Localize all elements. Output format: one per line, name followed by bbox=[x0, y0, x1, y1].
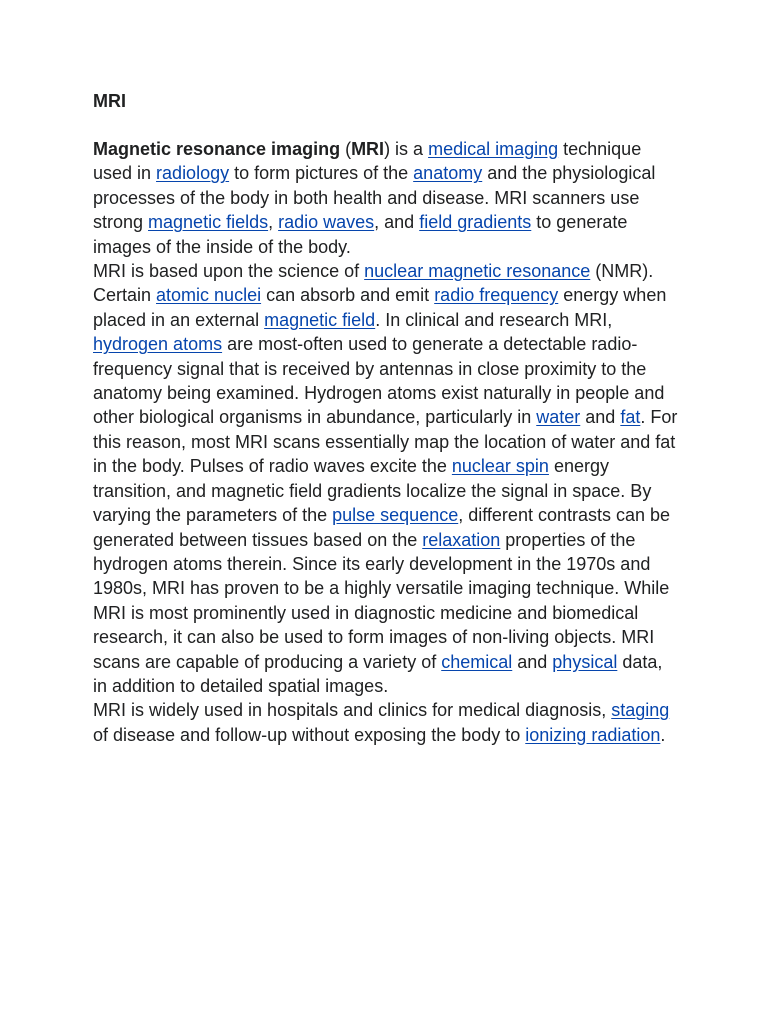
link-pulse-sequence[interactable]: pulse sequence bbox=[332, 505, 459, 526]
link-ionizing-radiation[interactable]: ionizing radiation bbox=[525, 724, 661, 745]
link-water[interactable]: water bbox=[536, 407, 581, 428]
link-magnetic-fields[interactable]: magnetic fields bbox=[148, 212, 269, 233]
text: , and bbox=[374, 212, 420, 233]
link-radio-waves[interactable]: radio waves bbox=[278, 212, 375, 233]
text: to form pictures of the bbox=[229, 163, 414, 184]
text: of disease and follow-up without exposing the body to bbox=[93, 724, 526, 745]
paragraph-intro bbox=[93, 137, 678, 259]
link-radiology[interactable]: radiology bbox=[156, 163, 230, 184]
text: properties of the hydrogen atoms therein. Since its early development in the 1970s and 1980s, MRI has proven to be a highly versatile imaging technique. While MRI is most prominently used in diagnostic medicine and biomedical research, it can also be used to form images of non-living objects. MRI scans are capable of producing a variety of bbox=[93, 529, 670, 672]
link-physical[interactable]: physical bbox=[552, 651, 618, 672]
link-staging[interactable]: staging bbox=[611, 700, 670, 721]
text: , different contrasts can be generated between tissues based on the bbox=[93, 505, 671, 550]
term-bold: Magnetic resonance imaging bbox=[93, 139, 341, 159]
link-radio-frequency[interactable]: radio frequency bbox=[434, 285, 559, 306]
article-body bbox=[93, 137, 678, 747]
link-chemical[interactable]: chemical bbox=[441, 651, 513, 672]
paragraph-science bbox=[93, 259, 678, 698]
text: . For this reason, most MRI scans essentially map the location of water and fat in the body. Pulses of radio waves excite the bbox=[93, 407, 678, 477]
text: energy transition, and magnetic field gradients localize the signal in space. By varying the parameters of the bbox=[93, 456, 652, 526]
link-medical-imaging[interactable]: medical imaging bbox=[428, 139, 559, 159]
text: , bbox=[268, 212, 279, 233]
link-anatomy[interactable]: anatomy bbox=[413, 163, 483, 184]
text: and bbox=[580, 407, 621, 428]
text: and the physiological processes of the body in both health and disease. MRI scanners use strong bbox=[93, 163, 656, 233]
page-title: MRI bbox=[93, 91, 126, 111]
text: MRI is widely used in hospitals and clinics for medical diagnosis, bbox=[93, 700, 612, 721]
link-relaxation[interactable]: relaxation bbox=[422, 529, 501, 550]
abbr-bold: MRI bbox=[351, 139, 385, 159]
text: (NMR). Certain bbox=[93, 261, 654, 306]
text: ( bbox=[340, 139, 352, 159]
link-fat[interactable]: fat bbox=[620, 407, 641, 428]
text: . bbox=[660, 724, 666, 745]
link-nuclear-spin[interactable]: nuclear spin bbox=[451, 456, 549, 477]
text: data, in addition to detailed spatial images. bbox=[93, 651, 663, 696]
link-magnetic-field[interactable]: magnetic field bbox=[264, 309, 376, 330]
link-atomic-nuclei[interactable]: atomic nuclei bbox=[156, 285, 262, 306]
text: and bbox=[512, 651, 553, 672]
text: to generate images of the inside of the body. bbox=[93, 212, 628, 257]
text: technique used in bbox=[93, 139, 642, 184]
text: ) is a bbox=[384, 139, 429, 159]
link-hydrogen-atoms[interactable]: hydrogen atoms bbox=[93, 334, 223, 355]
text: energy when placed in an external bbox=[93, 285, 667, 330]
text: can absorb and emit bbox=[261, 285, 435, 306]
link-nuclear-magnetic-resonance[interactable]: nuclear magnetic resonance bbox=[364, 261, 591, 282]
text: are most-often used to generate a detectable radio-frequency signal that is received by antennas in close proximity to the anatomy being examined. Hydrogen atoms exist naturally in people and other biological organisms in abundance, particularly in bbox=[93, 334, 665, 428]
paragraph-usage bbox=[93, 698, 678, 747]
text: MRI is based upon the science of bbox=[93, 261, 365, 282]
text: . In clinical and research MRI, bbox=[375, 309, 613, 330]
link-field-gradients[interactable]: field gradients bbox=[419, 212, 532, 233]
